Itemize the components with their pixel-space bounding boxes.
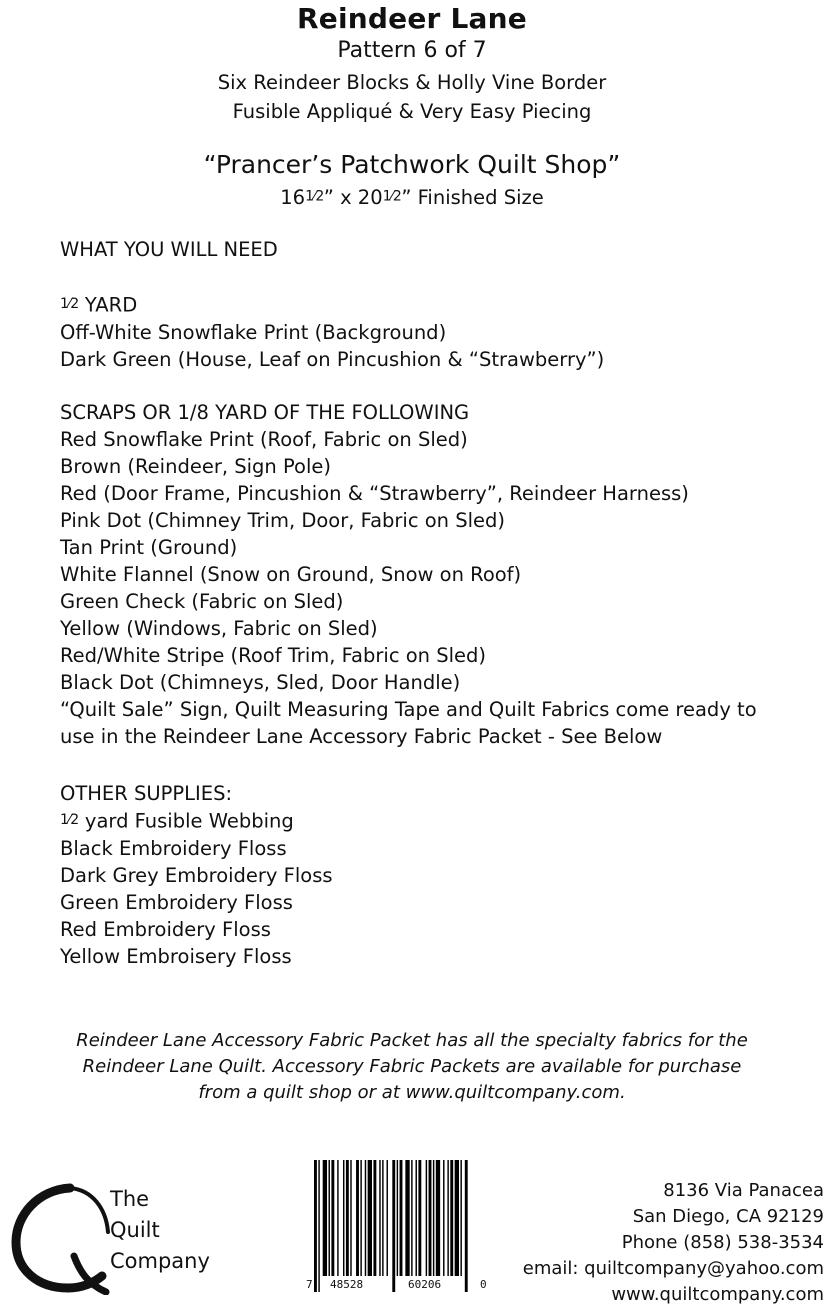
note-line: Reindeer Lane Quilt. Accessory Fabric Packets are available for purchase (82, 1056, 742, 1077)
barcode-bar (392, 1160, 395, 1292)
barcode-bar (318, 1160, 319, 1292)
accessory-packet-note (0, 1028, 824, 1106)
barcode-digits (304, 1276, 488, 1296)
list-item: Off-White Snowflake Print (Background) (60, 320, 447, 344)
company-address (523, 1178, 824, 1308)
other-supplies-heading: OTHER SUPPLIES: (60, 782, 233, 805)
barcode-bar (460, 1160, 461, 1276)
yard-heading: 1⁄2 YARD (60, 293, 138, 317)
pattern-title: Reindeer Lane (297, 2, 527, 35)
list-item: Red Embroidery Floss (60, 917, 271, 941)
list-item: Green Check (Fabric on Sled) (60, 590, 344, 613)
barcode-bar (337, 1160, 338, 1276)
barcode-bar (465, 1160, 468, 1292)
barcode-bar (433, 1160, 434, 1276)
logo-line: Company (110, 1249, 210, 1273)
barcode-digit: 60206 (408, 1278, 442, 1291)
scraps-materials-list (60, 399, 820, 750)
list-item: Pink Dot (Chimney Trim, Door, Fabric on Sled) (60, 509, 506, 532)
barcode-digit: 48528 (330, 1278, 364, 1291)
barcode-bar (323, 1160, 327, 1276)
barcode-bar (429, 1160, 432, 1276)
barcode-bar (455, 1160, 459, 1276)
company-logo-text (110, 1184, 210, 1277)
other-supplies-list (60, 780, 820, 970)
barcode-bar (405, 1160, 409, 1276)
barcode-digit: 0 (480, 1278, 487, 1291)
list-item: Dark Grey Embroidery Floss (60, 863, 333, 887)
list-item: Dark Green (House, Leaf on Pincushion & “Strawberry”) (60, 347, 605, 371)
list-item: Red (Door Frame, Pincushion & “Strawberry”, Reindeer Harness) (60, 482, 689, 505)
barcode-bar (329, 1160, 330, 1276)
barcode-bar (411, 1160, 412, 1276)
list-item: White Flannel (Snow on Ground, Snow on Roof) (60, 563, 522, 586)
list-item: Black Embroidery Floss (60, 836, 287, 860)
barcode-bar (365, 1160, 366, 1276)
note-line: Reindeer Lane Accessory Fabric Packet has all the specialty fabrics for the (76, 1030, 748, 1051)
barcode-bar (450, 1160, 453, 1276)
note-line: from a quilt shop or at www.quiltcompany.com. (198, 1082, 626, 1103)
barcode-bar (379, 1160, 380, 1276)
list-item: Tan Print (Ground) (60, 536, 238, 559)
barcode-bar (382, 1160, 383, 1276)
barcode-bar (356, 1160, 359, 1276)
address-city: San Diego, CA 92129 (632, 1206, 824, 1227)
address-phone: Phone (858) 538-3534 (621, 1232, 824, 1253)
list-item: Green Embroidery Floss (60, 890, 293, 914)
list-item: Yellow (Windows, Fabric on Sled) (60, 617, 378, 640)
barcode-bar (314, 1160, 317, 1292)
barcode-bar (346, 1160, 349, 1276)
address-email[interactable]: email: quiltcompany@yahoo.com (522, 1258, 824, 1279)
logo-line: The (110, 1187, 150, 1211)
barcode-bar (443, 1160, 444, 1276)
pattern-subtitle-2: Fusible Appliqué & Very Easy Piecing (232, 100, 592, 123)
barcode-bar (418, 1160, 421, 1276)
barcode-bar (360, 1160, 361, 1276)
logo-line: Quilt (110, 1218, 160, 1242)
barcode-bar (350, 1160, 351, 1276)
barcode-digit: 7 (306, 1278, 313, 1291)
address-website[interactable]: www.quiltcompany.com (611, 1284, 824, 1305)
barcode-bar (436, 1160, 440, 1276)
list-item: Black Dot (Chimneys, Sled, Door Handle) (60, 671, 461, 694)
shop-name: “Prancer’s Patchwork Quilt Shop” (203, 150, 621, 179)
finished-size: 161⁄2” x 201⁄2” Finished Size (280, 186, 544, 209)
barcode-bar (331, 1160, 334, 1276)
pattern-number: Pattern 6 of 7 (337, 38, 487, 63)
list-item: Red Snowflake Print (Roof, Fabric on Sled) (60, 428, 468, 451)
barcode-bar (426, 1160, 427, 1276)
barcode-bar (387, 1160, 388, 1276)
address-street: 8136 Via Panacea (663, 1180, 824, 1201)
barcode-bar (397, 1160, 398, 1276)
what-you-will-need-heading: WHAT YOU WILL NEED (60, 238, 278, 261)
barcode-bar (368, 1160, 372, 1276)
list-item: use in the Reindeer Lane Accessory Fabric Packet - See Below (60, 725, 663, 748)
list-item: Red/White Stripe (Roof Trim, Fabric on Sled) (60, 644, 487, 667)
list-item: Brown (Reindeer, Sign Pole) (60, 455, 331, 478)
barcode-bar (373, 1160, 376, 1276)
scraps-heading: SCRAPS OR 1/8 YARD OF THE FOLLOWING (60, 401, 470, 424)
list-item: Yellow Embroisery Floss (60, 944, 292, 968)
list-item: 1⁄2 yard Fusible Webbing (60, 809, 294, 833)
list-item: “Quilt Sale” Sign, Quilt Measuring Tape and Quilt Fabrics come ready to (60, 698, 757, 721)
yard-materials-list (60, 291, 820, 373)
barcode-bar (343, 1160, 344, 1276)
pattern-subtitle-1: Six Reindeer Blocks & Holly Vine Border (217, 71, 607, 94)
barcode-bar (400, 1160, 403, 1276)
barcode-bar (447, 1160, 448, 1276)
barcode-bar (416, 1160, 417, 1276)
